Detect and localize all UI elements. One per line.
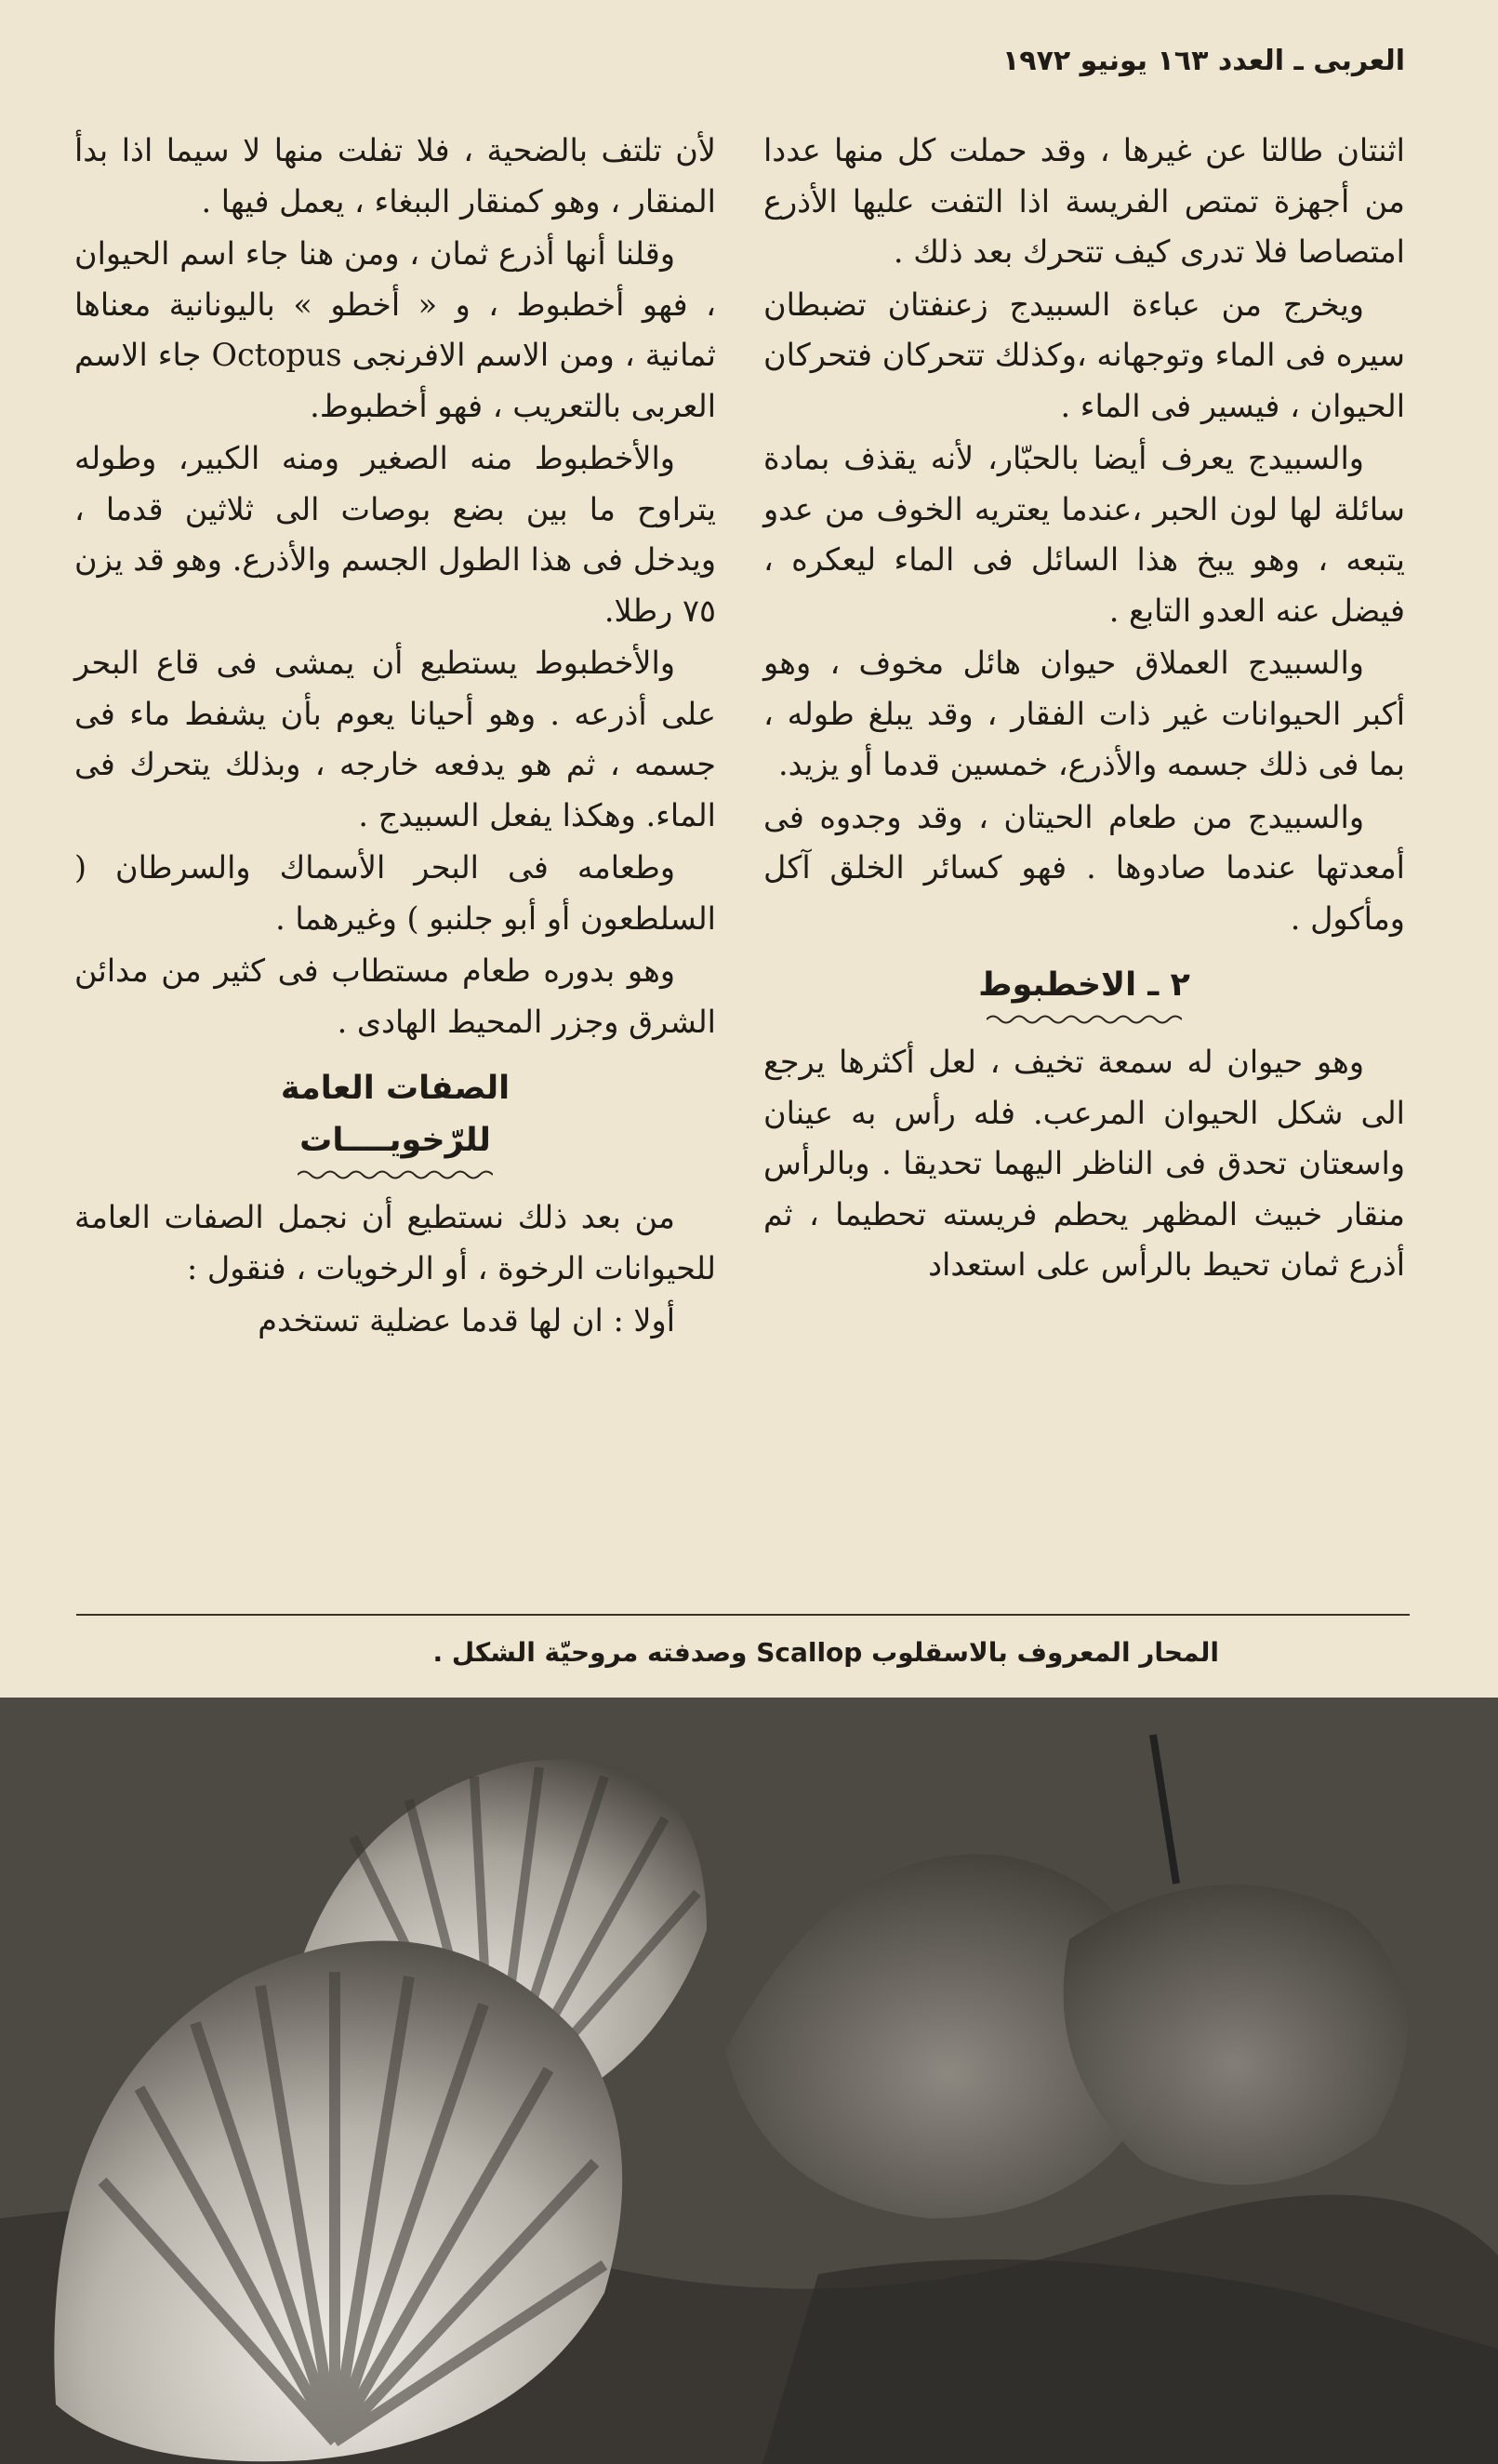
paragraph: والأخطبوط منه الصغير ومنه الكبير، وطوله يتراوح ما بين بضع بوصات الى ثلاثين قدما ، ويدخل فى هذا الطول الجسم والأذرع. وهو قد يزن ٧٥ رطلا. <box>74 440 716 629</box>
paragraph: والسبيدج العملاق حيوان هائل مخوف ، وهو أكبر الحيوانات غير ذات الفقار ، وقد يبلغ طوله ، بما فى ذلك جسمه والأذرع، خمسين قدما أو يزيد. <box>763 645 1405 782</box>
paragraph: من بعد ذلك نستطيع أن نجمل الصفات العامة للحيوانات الرخوة ، أو الرخويات ، فنقول : <box>74 1199 716 1286</box>
paragraph: والأخطبوط يستطيع أن يمشى فى قاع البحر على أذرعه . وهو أحيانا يعوم بأن يشفط ماء فى جسمه ، ثم هو يدفعه خارجه ، وبذلك يتحرك فى الماء. وهكذا يفعل السبيدج . <box>74 645 716 833</box>
divider-rule <box>76 1614 1410 1616</box>
running-header: العربى ـ العدد ١٦٣ يونيو ١٩٧٢ <box>1001 45 1405 77</box>
ornament-squiggle <box>298 1166 493 1183</box>
paragraph: لأن تلتف بالضحية ، فلا تفلت منها لا سيما اذا بدأ المنقار ، وهو كمنقار الببغاء ، يعمل فيها . <box>74 132 716 220</box>
paragraph: اثنتان طالتا عن غيرها ، وقد حملت كل منها عددا من أجهزة تمتص الفريسة اذا التفت عليها الأذرع امتصاصا فلا تدرى كيف تتحرك بعد ذلك . <box>763 132 1405 270</box>
paragraph: ويخرج من عباءة السبيدج زعنفتان تضبطان سيره فى الماء وتوجهانه ،وكذلك تتحركان فتحركان الحيوان ، فيسير فى الماء . <box>763 286 1405 424</box>
paragraph: وطعامه فى البحر الأسماك والسرطان ( السلطعون أو أبو جلنبو ) وغيرهما . <box>74 849 716 937</box>
photo-caption: المحار المعروف بالاسقلوب Scallop وصدفته مروحيّة الشكل . <box>432 1637 1219 1668</box>
section-heading-general-traits: الصفات العامة <box>280 1070 510 1107</box>
paragraph: وهو بدوره طعام مستطاب فى كثير من مدائن الشرق وجزر المحيط الهادى . <box>74 952 716 1040</box>
paragraph: وهو حيوان له سمعة تخيف ، لعل أكثرها يرجع الى شكل الحيوان المرعب. فله رأس به عينان واسعتان تحدق فى الناظر اليهما تحديقا . وبالرأس منقار خبيث المظهر يحطم فريسته تحطيما ، ثم أذرع ثمان تحيط بالرأس على استعداد <box>763 1044 1405 1283</box>
paragraph: أولا : ان لها قدما عضلية تستخدم <box>258 1302 675 1339</box>
right-column <box>763 126 1405 1293</box>
section-heading-general-traits-line2: للرّخويــــات <box>299 1122 491 1159</box>
left-column <box>74 126 716 1349</box>
paragraph: والسبيدج يعرف أيضا بالحبّار، لأنه يقذف بمادة سائلة لها لون الحبر ،عندما يعتريه الخوف من عدو يتبعه ، وهو يبخ هذا السائل فى الماء ليعكره ، فيضل عنه العدو التابع . <box>763 440 1405 629</box>
paragraph: والسبيدج من طعام الحيتان ، وقد وجدوه فى أمعدتها عندما صادوها . فهو كسائر الخلق آكل ومأكول . <box>763 798 1405 937</box>
scallop-photo <box>0 1698 1498 2464</box>
scallop-shells-illustration <box>0 1698 1498 2464</box>
ornament-squiggle <box>987 1011 1182 1028</box>
paragraph: وقلنا أنها أذرع ثمان ، ومن هنا جاء اسم الحيوان ، فهو أخطبوط ، و « أخطو » باليونانية معناها ثمانية ، ومن الاسم الافرنجى Octopus جاء الاسم العربى بالتعريب ، فهو أخطبوط. <box>74 235 716 424</box>
section-heading-octopus: ٢ ـ الاخطبوط <box>978 966 1190 1004</box>
